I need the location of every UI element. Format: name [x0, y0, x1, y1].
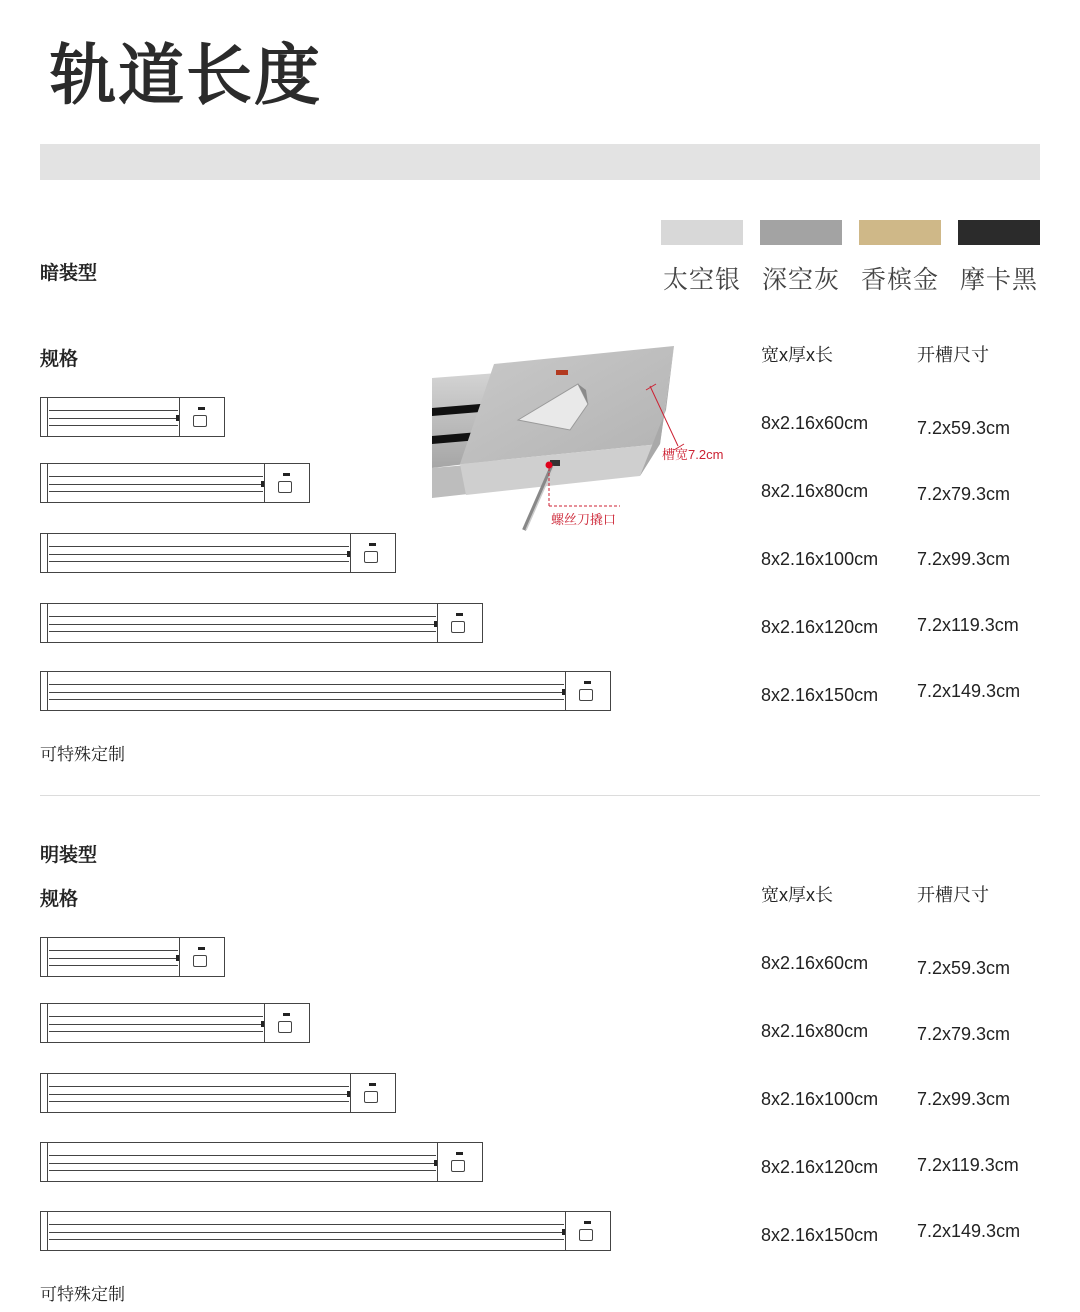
surface-slot-80: 7.2x79.3cm	[917, 1024, 1011, 1044]
surface-col-slot: 开槽尺寸	[917, 885, 989, 905]
concealed-slot-100: 7.2x99.3cm	[917, 549, 1011, 569]
track-drawing-60	[40, 397, 225, 437]
product-diagram	[430, 340, 740, 535]
concealed-slot-60: 7.2x59.3cm	[917, 418, 1011, 438]
concealed-slot-120: 7.2x119.3cm	[917, 615, 1019, 635]
surface-size-120: 8x2.16x120cm	[761, 1157, 879, 1177]
surface-note: 可特殊定制	[40, 1285, 125, 1304]
surface-col-size: 宽x厚x长	[761, 885, 833, 905]
slot-width-callout: 槽宽7.2cm	[662, 447, 724, 462]
concealed-size-80: 8x2.16x80cm	[761, 481, 869, 501]
concealed-size-60: 8x2.16x60cm	[761, 413, 869, 433]
page-title: 轨道长度	[50, 38, 322, 112]
surface-spec-label: 规格	[40, 889, 79, 910]
swatch-gray	[760, 220, 842, 245]
surface-label: 明装型	[40, 845, 98, 866]
surface-size-60: 8x2.16x60cm	[761, 953, 869, 973]
surface-size-150: 8x2.16x150cm	[761, 1225, 879, 1245]
concealed-col-slot: 开槽尺寸	[917, 345, 989, 365]
surface-size-100: 8x2.16x100cm	[761, 1089, 879, 1109]
surface-slot-150: 7.2x149.3cm	[917, 1221, 1021, 1241]
concealed-slot-150: 7.2x149.3cm	[917, 681, 1021, 701]
swatch-silver	[661, 220, 743, 245]
swatch-label-silver: 太空银	[662, 266, 741, 294]
track-drawing-100	[40, 1073, 396, 1113]
track-drawing-80	[40, 1003, 310, 1043]
concealed-spec-label: 规格	[40, 349, 79, 370]
concealed-note: 可特殊定制	[40, 745, 125, 764]
screwdriver-callout: 螺丝刀撬口	[551, 512, 617, 527]
surface-slot-60: 7.2x59.3cm	[917, 958, 1011, 978]
concealed-size-120: 8x2.16x120cm	[761, 617, 879, 637]
swatch-label-gray: 深空灰	[761, 266, 840, 294]
surface-slot-100: 7.2x99.3cm	[917, 1089, 1011, 1109]
swatch-black	[958, 220, 1040, 245]
track-drawing-150	[40, 1211, 611, 1251]
concealed-label: 暗装型	[40, 263, 98, 284]
concealed-col-size: 宽x厚x长	[761, 345, 833, 365]
concealed-size-150: 8x2.16x150cm	[761, 685, 879, 705]
swatch-gold	[859, 220, 941, 245]
section-divider	[40, 795, 1040, 796]
concealed-slot-80: 7.2x79.3cm	[917, 484, 1011, 504]
track-drawing-80	[40, 463, 310, 503]
track-drawing-100	[40, 533, 396, 573]
surface-slot-120: 7.2x119.3cm	[917, 1155, 1019, 1175]
swatch-label-black: 摩卡黑	[959, 266, 1038, 294]
track-drawing-120	[40, 603, 483, 643]
header-bar	[40, 144, 1040, 180]
track-drawing-120	[40, 1142, 483, 1182]
track-drawing-150	[40, 671, 611, 711]
concealed-size-100: 8x2.16x100cm	[761, 549, 879, 569]
track-drawing-60	[40, 937, 225, 977]
swatch-label-gold: 香槟金	[860, 266, 939, 294]
surface-size-80: 8x2.16x80cm	[761, 1021, 869, 1041]
